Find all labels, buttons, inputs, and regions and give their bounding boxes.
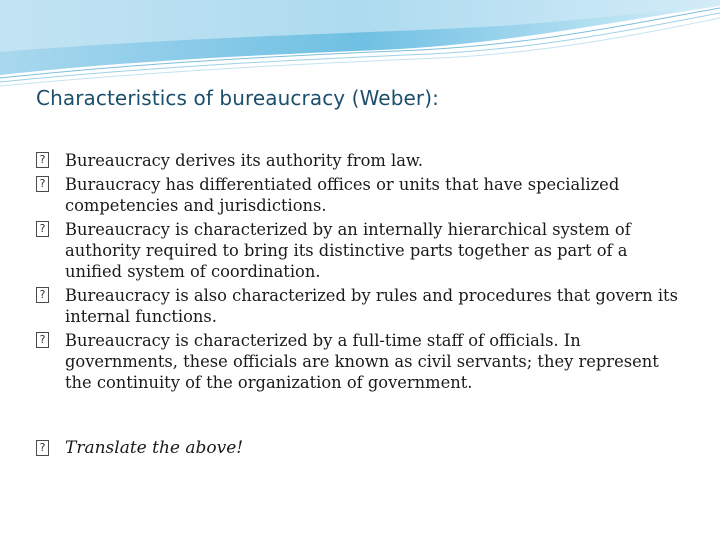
translate-prompt <box>36 437 243 459</box>
slide-title: Characteristics of bureaucracy (Weber): <box>36 86 439 110</box>
list-item <box>36 285 686 327</box>
bullet-text: Bureaucracy is characterized by an internally hierarchical system of authority required to bring its distinctive parts together as part of a unified system of coordination. <box>65 220 631 281</box>
bullet-list <box>36 150 686 396</box>
list-item <box>36 150 686 171</box>
missing-glyph-bullet-icon: ? <box>36 152 49 168</box>
missing-glyph-bullet-icon: ? <box>36 221 49 237</box>
bullet-text: Bureaucracy is characterized by a full-time staff of officials. In governments, these officials are known as civil servants; they represent the continuity of the organization of government. <box>65 331 659 392</box>
bullet-text: Bureaucracy derives its authority from law. <box>65 151 424 170</box>
list-item <box>36 330 686 393</box>
list-item <box>36 174 686 216</box>
translate-prompt-text: Translate the above! <box>65 438 244 458</box>
bullet-text: Bureaucracy is also characterized by rules and procedures that govern its internal functions. <box>65 286 678 326</box>
bullet-text: Buraucracy has differentiated offices or units that have specialized competencies and jurisdictions. <box>65 175 620 215</box>
list-item <box>36 219 686 282</box>
header-wave-decoration <box>0 0 720 90</box>
missing-glyph-bullet-icon: ? <box>36 440 49 456</box>
missing-glyph-bullet-icon: ? <box>36 332 49 348</box>
missing-glyph-bullet-icon: ? <box>36 287 49 303</box>
missing-glyph-bullet-icon: ? <box>36 176 49 192</box>
